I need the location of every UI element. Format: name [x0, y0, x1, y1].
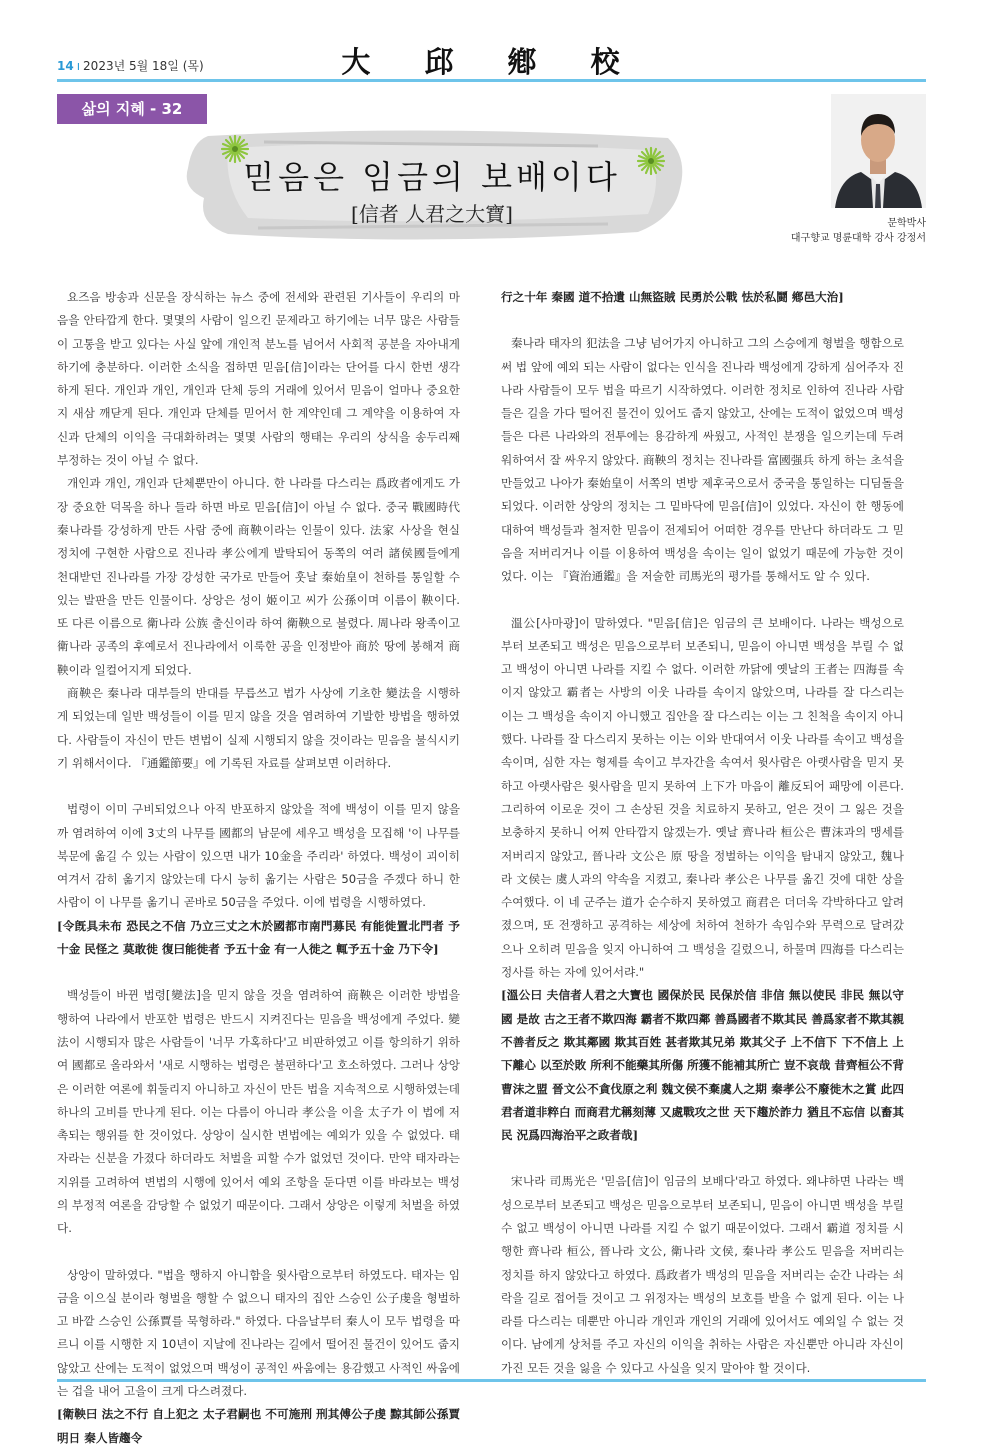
- paragraph-gap: [501, 309, 904, 332]
- person-portrait-icon: [831, 94, 926, 208]
- paragraph-gap: [501, 589, 904, 612]
- body-column-left: [57, 286, 460, 1450]
- hanja-quote: [令旣具未布 恐民之不信 乃立三丈之木於國都市南門募民 有能徙置北門者 予十金 民怪之 莫敢徙 復曰能徙者 予五十金 有一人徙之 輒予五十金 乃下令]: [57, 918, 460, 957]
- flower-icon-right: [636, 146, 666, 176]
- paragraph: 개인과 개인, 개인과 단체뿐만이 아니다. 한 나라를 다스리는 爲政者에게도 가장 중요한 덕목을 하나 들라 하면 바로 믿음[信]이 아닐 수 없다. 중국 戰國時代 秦나라를 강성하게 만든 사람 중에 商鞅이라는 인물이 있다. 法家 사상을 현실 정치에 구현한 사람으로 진나라 孝公에게 발탁되어 동쪽의 여러 諸侯國들에게 천대받던 진나라를 가장 강성한 국가로 만들어 훗날 秦始皇이 천하를 통일할 수 있는 발판을 만든 인물이다. 상앙은 성이 姬이고 씨가 公孫이며 이름이 鞅이다. 또 다른 이름으로 衛나라 公族 출신이라 하여 衛鞅으로 불렸다. 周나라 왕족이고 衛나라 공족의 후예로서 진나라에서 이룩한 공을 인정받아 商於 땅에 봉해져 商鞅이라 일컬어지게 되었다.: [57, 476, 460, 677]
- paragraph: 상앙이 말하였다. "법을 행하지 아니함을 윗사람으로부터 하였도다. 태자는 임금을 이으실 분이라 형벌을 행할 수 없으니 태자의 집안 스승인 公子虔을 형벌하고 바깥 스승인 公孫賈를 묵형하라." 하였다. 다음날부터 秦人이 모두 법령을 따르니 이를 시행한 지 10년이 지날에 진나라는 길에서 떨어진 물건이 있어도 줍지 않았고 산에는 도적이 없었으며 백성이 공적인 싸움에는 용감했고 사적인 싸움에는 겁을 내어 고을이 크게 다스려졌다.: [57, 1267, 460, 1399]
- hanja-quote: [溫公曰 夫信者人君之大寶也 國保於民 民保於信 非信 無以使民 非民 無以守國 是故 古之王者不欺四海 霸者不欺四鄰 善爲國者不欺其民 善爲家者不欺其親 不善者反之 欺其鄰國 欺其百姓 甚者欺其兄弟 欺其父子 上不信下 下不信上 上下離心 以至於敗 所利不能藥其所傷 所獲不能補其所亡 豈不哀哉 昔齊桓公不背曹沫之盟 晉文公不貪伐原之利 魏文侯不棄虞人之期 秦孝公不廢徙木之賞 此四君者道非粹白 而商君尤稱刻薄 又處戰攻之世 天下趨於詐力 猶且不忘信 以畜其民 況爲四海治平之政者哉]: [501, 988, 904, 1143]
- author-affiliation: 대구향교 명륜대학 강사 강정서: [790, 233, 926, 244]
- body-column-right: [501, 286, 904, 1380]
- flower-icon-left: [220, 134, 250, 164]
- paragraph-gap: [501, 1147, 904, 1170]
- article-subtitle: [信者 人君之大寶]: [351, 202, 513, 226]
- top-rule: [57, 79, 926, 82]
- article-title: 믿음은 임금의 보배이다: [243, 158, 621, 196]
- separator: ı: [76, 59, 81, 73]
- hanja-quote: [衛鞅曰 法之不行 自上犯之 太子君嗣也 不可施刑 刑其傅公子虔 黥其師公孫賈 明日 秦人皆趨令: [57, 1407, 460, 1445]
- page-number: 14: [57, 59, 74, 73]
- author-photo: [831, 94, 926, 208]
- paragraph-gap: [57, 961, 460, 984]
- issue-date: 2023년 5월 18일 (목): [83, 59, 204, 73]
- paragraph-gap: [57, 775, 460, 798]
- series-badge: 삶의 지혜 - 32: [57, 94, 207, 124]
- paragraph: 요즈음 방송과 신문을 장식하는 뉴스 중에 전세와 관련된 기사들이 우리의 마음을 안타깝게 한다. 몇몇의 사람이 일으킨 문제라고 하기에는 너무 많은 사람들이 고통을 받고 있다는 사실 앞에 개인적 분노를 넘어서 사회적 공분을 자아내게 하기에 충분하다. 이러한 소식을 접하면 믿음[信]이라는 단어를 다시 한번 생각하게 된다. 개인과 개인, 개인과 단체 등의 거래에 있어서 믿음이 얼마나 중요한지 새삼 깨닫게 된다. 개인과 단체를 믿어서 한 계약인데 그 계약을 이용하여 자신과 단체의 이익을 극대화하려는 몇몇 사람의 행태는 우리의 상식을 송두리째 부정하는 것이 아닐 수 없다.: [57, 290, 460, 468]
- hanja-quote: 行之十年 秦國 道不拾遺 山無盜賊 民勇於公戰 怯於私鬪 鄕邑大治]: [501, 290, 844, 304]
- bottom-rule: [57, 1379, 926, 1382]
- paragraph: 백성들이 바뀐 법령[變法]을 믿지 않을 것을 염려하여 商鞅은 이러한 방법을 행하여 나라에서 반포한 법령은 반드시 지켜진다는 믿음을 백성에게 주었다. 變法이 시행되자 많은 사람들이 '너무 가혹하다'고 비판하였고 이를 항의하기 위하여 國都로 올라와서 '새로 시행하는 법령은 불편하다'고 호소하였다. 그러나 상앙은 이러한 여론에 휘둘리지 아니하고 자신이 만든 법을 지속적으로 시행하였는데 하나의 고비를 만나게 된다. 이는 다름이 아니라 孝公을 이을 太子가 이 법에 저촉되는 행위를 한 것이었다. 상앙이 실시한 변법에는 예외가 있을 수 없었다. 태자라는 신분을 가졌다 하더라도 처벌을 피할 수가 없었던 것이다. 만약 태자라는 지위를 고려하여 변법의 시행에 있어서 예외 조항을 둔다면 이를 바라보는 백성의 부정적 여론을 감당할 수 없었기 때문이다. 그래서 상앙은 이렇게 처벌을 하였다.: [57, 988, 460, 1236]
- masthead: 大 邱 鄕 校: [341, 45, 642, 79]
- author-degree: 문학박사: [887, 218, 926, 229]
- paragraph-gap: [57, 1241, 460, 1264]
- paragraph: 宋나라 司馬光은 '믿음[信]이 임금의 보배다'라고 하였다. 왜냐하면 나라는 백성으로부터 보존되고 백성은 믿음으로부터 보존되니, 믿음이 아니면 백성을 부릴 수 없고 백성이 아니면 나라를 지킬 수 없기 때문이었다. 그래서 霸道 정치를 시행한 齊나라 桓公, 晉나라 文公, 衛나라 文侯, 秦나라 孝公도 믿음을 저버리는 정치를 하지 않았다고 하였다. 爲政者가 백성의 믿음을 저버리는 순간 나라는 쇠락을 길로 접어들 것이고 그 위정자는 백성의 보호를 받을 수 없게 된다. 이는 나라를 다스리는 데뿐만 아니라 개인과 개인의 거래에 있어서도 예외일 수 없는 것이다. 남에게 상처를 주고 자신의 이익을 취하는 사람은 자신뿐만 아니라 자신이 가진 모든 것을 잃을 수 있다고 사실을 잊지 말아야 할 것이다.: [501, 1174, 904, 1375]
- paragraph: 법령이 이미 구비되었으나 아직 반포하지 않았을 적에 백성이 이를 믿지 않을까 염려하여 이에 3丈의 나무를 國都의 남문에 세우고 백성을 모집해 '이 나무를 북문에 옮길 수 있는 사람이 있으면 내가 10金을 주리라' 하였다. 백성이 괴이히 여겨서 감히 옮기지 않았는데 다시 능히 옮기는 사람은 50금을 주겠다 하니 한 사람이 이 나무를 옮기니 곧바로 50금을 주었다. 이에 법령을 시행하였다.: [57, 802, 460, 910]
- paragraph: 溫公[사마광]이 말하였다. "믿음[信]은 임금의 큰 보배이다. 나라는 백성으로부터 보존되고 백성은 믿음으로부터 보존되니, 믿음이 아니면 백성을 부릴 수 없고 백성이 아니면 나라를 지킬 수 없다. 이러한 까닭에 옛날의 王者는 四海를 속이지 않았고 霸者는 사방의 이웃 나라를 속이지 않았으며, 나라를 잘 다스리는 이는 그 백성을 속이지 아니했고 집안을 잘 다스리는 이는 그 친척을 속이지 아니했다. 나라를 잘 다스리지 못하는 이는 이와 반대여서 이웃 나라를 속이고 백성을 속이며, 심한 자는 형제를 속이고 부자간을 속여서 윗사람은 아랫사람을 믿지 못하고 아랫사람은 윗사람을 믿지 못하여 上下가 마음이 離反되어 패망에 이른다. 그리하여 이로운 것이 그 손상된 것을 치료하지 못하고, 얻은 것이 그 잃은 것을 보충하지 못하니 어찌 안타깝지 않겠는가. 옛날 齊나라 桓公은 曹沫과의 맹세를 저버리지 않았고, 晉나라 文公은 原 땅을 정벌하는 이익을 탐내지 않았고, 魏나라 文侯는 虞人과의 약속을 지켰고, 秦나라 孝公은 나무를 옮긴 것에 대한 상을 수여했다. 이 네 군주는 道가 순수하지 못하였고 商君은 더더욱 각박하다고 알려졌으며, 또 전쟁하고 공격하는 세상에 처하여 천하가 속임수와 무력으로 달려갔으나 오히려 믿음을 잊지 아니하여 그 백성을 길렀으니, 하물며 四海를 다스리는 정사를 하는 자에 있어서랴.": [501, 615, 904, 980]
- paragraph: 秦나라 태자의 犯法을 그냥 넘어가지 아니하고 그의 스승에게 형벌을 행함으로써 법 앞에 예외 되는 사람이 없다는 인식을 진나라 백성에게 강하게 심어주자 진나라 사람들이 모두 법을 따르기 시작하였다. 이러한 정치로 인하여 진나라 사람들은 길을 가다 떨어진 물건이 있어도 줍지 않았고, 산에는 도적이 없었으며 백성들은 다른 나라와의 전투에는 용감하게 싸웠고, 사적인 분쟁을 일으키는데 두려워하여서 잘 싸우지 않았다. 商鞅의 정치는 진나라를 富國强兵 하게 하는 초석을 만들었고 나아가 秦始皇이 서쪽의 변방 제후국으로서 중국을 통일하는 디딤돌을 되었다. 이러한 상앙의 정치는 그 밑바닥에 믿음[信]이 있었다. 자신이 한 행동에 대하여 백성들과 철저한 믿음이 전제되어 어떠한 경우를 만난다 하더라도 그 믿음을 저버리거나 이를 이용하여 백성을 속이는 일이 없었기 때문에 가능한 것이었다. 이는 『資治通鑑』을 저술한 司馬光의 평가를 통해서도 알 수 있다.: [501, 336, 904, 584]
- paragraph: 商鞅은 秦나라 대부들의 반대를 무릅쓰고 법가 사상에 기초한 變法을 시행하게 되었는데 일반 백성들이 이를 믿지 않을 것을 염려하여 기발한 방법을 행하였다. 사람들이 자신이 만든 변법이 실제 시행되지 않을 것이라는 믿음을 불식시키기 위해서이다. 『通鑑節要』에 기록된 자료를 살펴보면 이러하다.: [57, 686, 460, 770]
